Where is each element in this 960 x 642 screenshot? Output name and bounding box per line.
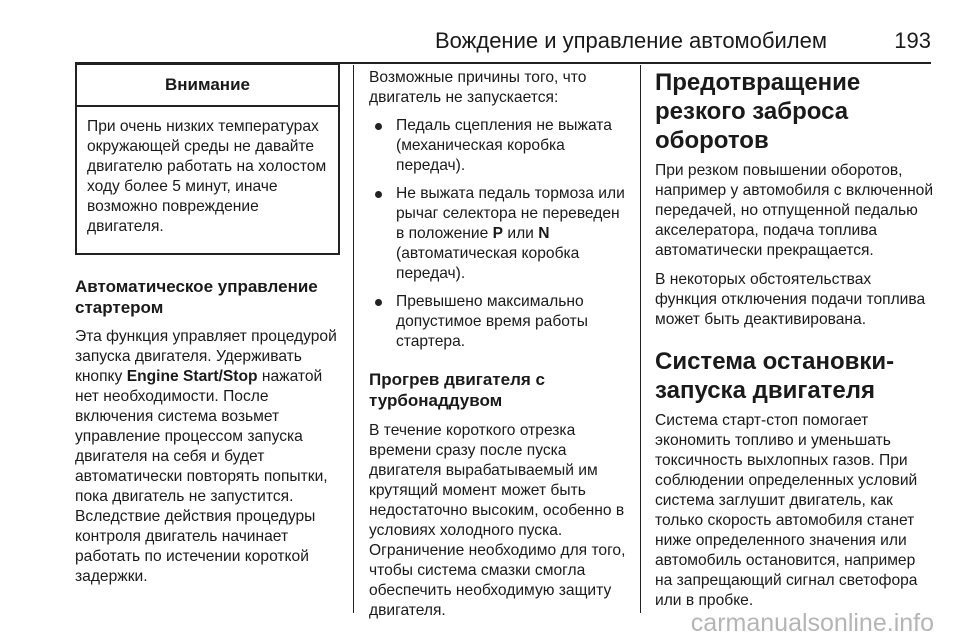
auto-starter-text-post: нажатой нет необходимости. После включения система возьмет управление процессом запуска двигателя на себя и будет автоматически повторять попытки, пока двигатель не запустится. Вследствие действия процедуры контроля двигатель начинает работать по истечении короткой задержки.: [75, 368, 328, 585]
middle-column: [369, 68, 631, 621]
list-item: [369, 292, 631, 352]
warning-title: Внимание: [77, 65, 338, 107]
right-column: [655, 68, 935, 611]
gear-n-label: N: [538, 225, 550, 242]
engine-start-stop-label: Engine Start/Stop: [126, 368, 258, 385]
page-number: 193: [894, 28, 931, 53]
stop-start-paragraph: Система старт-стоп помогает экономить топливо и уменьшать токсичность выхлопных газов. При соблюдении определенных условий система заглушит двигатель, как только скорость автомобиля станет ниже определенного значения или автомобиль остановится, например на запрещающий сигнал светофора или в пробке.: [655, 412, 918, 609]
causes-list: [369, 116, 631, 352]
bullet-text: Не выжата педаль тормоза или рычаг селектора не переведен в положение: [396, 185, 625, 242]
auto-starter-text-pre: Эта функция управляет процедурой запуска двигателя. Удерживать кнопку: [75, 328, 337, 385]
list-item: [369, 184, 631, 284]
list-item: [369, 116, 631, 176]
turbo-warmup-paragraph: В течение короткого отрезка времени сразу после пуска двигателя вырабатываемый им крутящий момент может быть недостаточно высоким, особенно в условиях холодного пуска. Ограничение необходимо для того, чтобы система смазки смогла обеспечить необходимую защиту двигателя.: [369, 422, 626, 619]
section-title-auto-starter: Автоматическое управление стартером: [75, 277, 318, 317]
gear-p-label: P: [492, 225, 504, 242]
overrev-paragraph-2: В некоторых обстоятельствах функция отключения подачи топлива может быть деактивирована.: [655, 271, 926, 328]
causes-intro: Возможные причины того, что двигатель не запускается:: [369, 69, 587, 106]
left-column: [75, 65, 340, 587]
bullet-text: Превышено максимально допустимое время работы стартера.: [396, 293, 588, 350]
site-watermark: carmanualsonline.info: [690, 609, 934, 637]
bullet-icon: [375, 299, 382, 306]
chapter-title: Вождение и управление автомобилем: [434, 28, 827, 53]
bullet-text: или: [507, 225, 534, 242]
column-divider-left: [353, 65, 354, 613]
warning-notice: [75, 63, 340, 255]
warning-text: При очень низких температурах окружающей среды не давайте двигателю работать на холостом ходу более 5 минут, иначе возможно повреждение двигателя.: [87, 118, 327, 235]
column-divider-right: [640, 65, 641, 613]
auto-starter-paragraph: [75, 327, 340, 587]
page-header: [75, 26, 931, 58]
bullet-icon: [375, 191, 382, 198]
bullet-text: Педаль сцепления не выжата (механическая коробка передач).: [396, 117, 612, 174]
bullet-icon: [375, 123, 382, 130]
bullet-text: (автоматическая коробка передач).: [396, 245, 580, 282]
overrev-paragraph-1: При резком повышении оборотов, например у автомобиля с включенной передачей, но отпущенной педалью акселератора, подача топлива автоматически прекращается.: [655, 162, 934, 259]
section-title-overrev: Предотвращение резкого заброса оборотов: [655, 69, 861, 154]
section-title-turbo-warmup: Прогрев двигателя с турбонаддувом: [369, 370, 545, 410]
section-title-stop-start: Система остановки-запуска двигателя: [655, 348, 895, 404]
